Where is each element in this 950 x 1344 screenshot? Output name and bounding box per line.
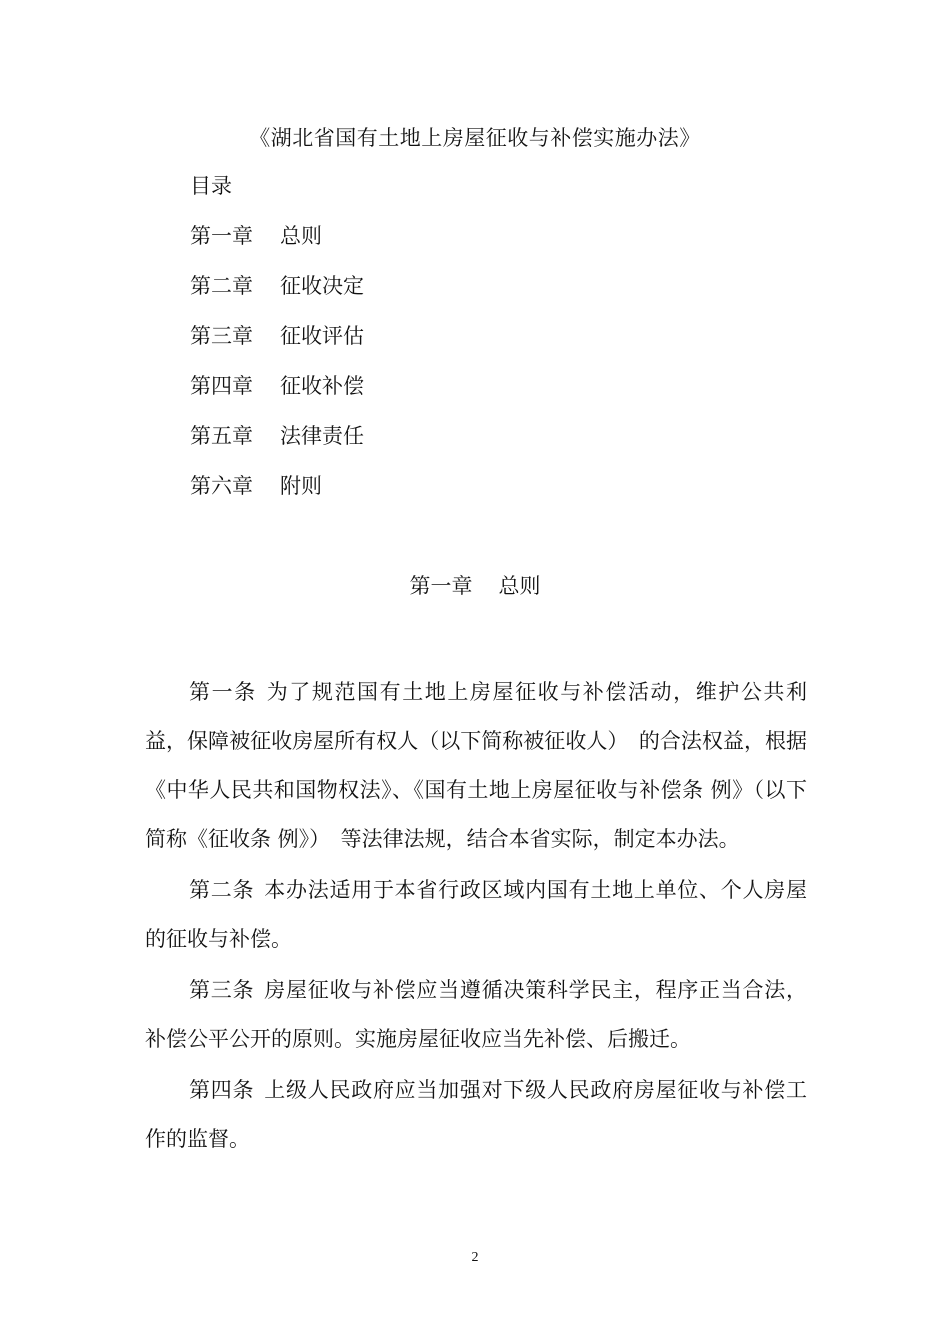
toc-item-title: 征收决定 — [280, 274, 364, 298]
toc-item — [190, 472, 590, 522]
article-number: 第三条 — [189, 978, 255, 1002]
article-text: 为了规范国有土地上房屋征收与补偿活动，维护公共利益，保障被征收房屋所有权人（以下简称被征收人） 的合法权益，根据《中华人民共和国物权法》、《国有土地上房屋征收与补偿条 例》（以下简称《征收条 例》） 等法律法规，结合本省实际，制定本办法。 — [145, 680, 808, 851]
toc-item — [190, 222, 590, 272]
article-text: 本办法适用于本省行政区域内国有土地上单位、个人房屋的征收与补偿。 — [145, 878, 808, 951]
article-number: 第一条 — [189, 680, 257, 704]
toc-item-number: 第六章 — [190, 474, 253, 498]
toc-item-title: 征收评估 — [280, 324, 364, 348]
toc-item-number: 第三章 — [190, 324, 253, 348]
article-text: 房屋征收与补偿应当遵循决策科学民主，程序正当合法，补偿公平公开的原则。实施房屋征收应当先补偿、后搬迁。 — [145, 978, 808, 1051]
article-number: 第二条 — [189, 878, 255, 902]
chapter-title: 总则 — [498, 574, 541, 598]
toc-item-title: 总则 — [280, 224, 322, 248]
toc-item-number: 第二章 — [190, 274, 253, 298]
article-paragraph — [145, 966, 807, 1064]
article-paragraph — [145, 1066, 807, 1164]
chapter-heading — [0, 570, 950, 600]
toc-item-number: 第一章 — [190, 224, 253, 248]
toc-item — [190, 272, 590, 322]
article-paragraph — [145, 668, 807, 864]
toc-heading: 目录 — [190, 174, 232, 198]
toc-item-number: 第五章 — [190, 424, 253, 448]
toc-item-title: 征收补偿 — [280, 374, 364, 398]
toc-item-title: 附则 — [280, 474, 322, 498]
article-paragraph — [145, 866, 807, 964]
table-of-contents — [190, 172, 590, 522]
toc-item — [190, 372, 590, 422]
article-number: 第四条 — [189, 1078, 255, 1102]
toc-item — [190, 322, 590, 372]
chapter-number: 第一章 — [409, 574, 473, 598]
document-title: 《湖北省国有土地上房屋征收与补偿实施办法》 — [249, 126, 701, 150]
toc-item — [190, 422, 590, 472]
article-text: 上级人民政府应当加强对下级人民政府房屋征收与补偿工作的监督。 — [145, 1078, 808, 1151]
toc-item-title: 法律责任 — [280, 424, 364, 448]
article-list — [145, 668, 807, 1166]
page-number: 2 — [471, 1250, 479, 1265]
toc-item-number: 第四章 — [190, 374, 253, 398]
